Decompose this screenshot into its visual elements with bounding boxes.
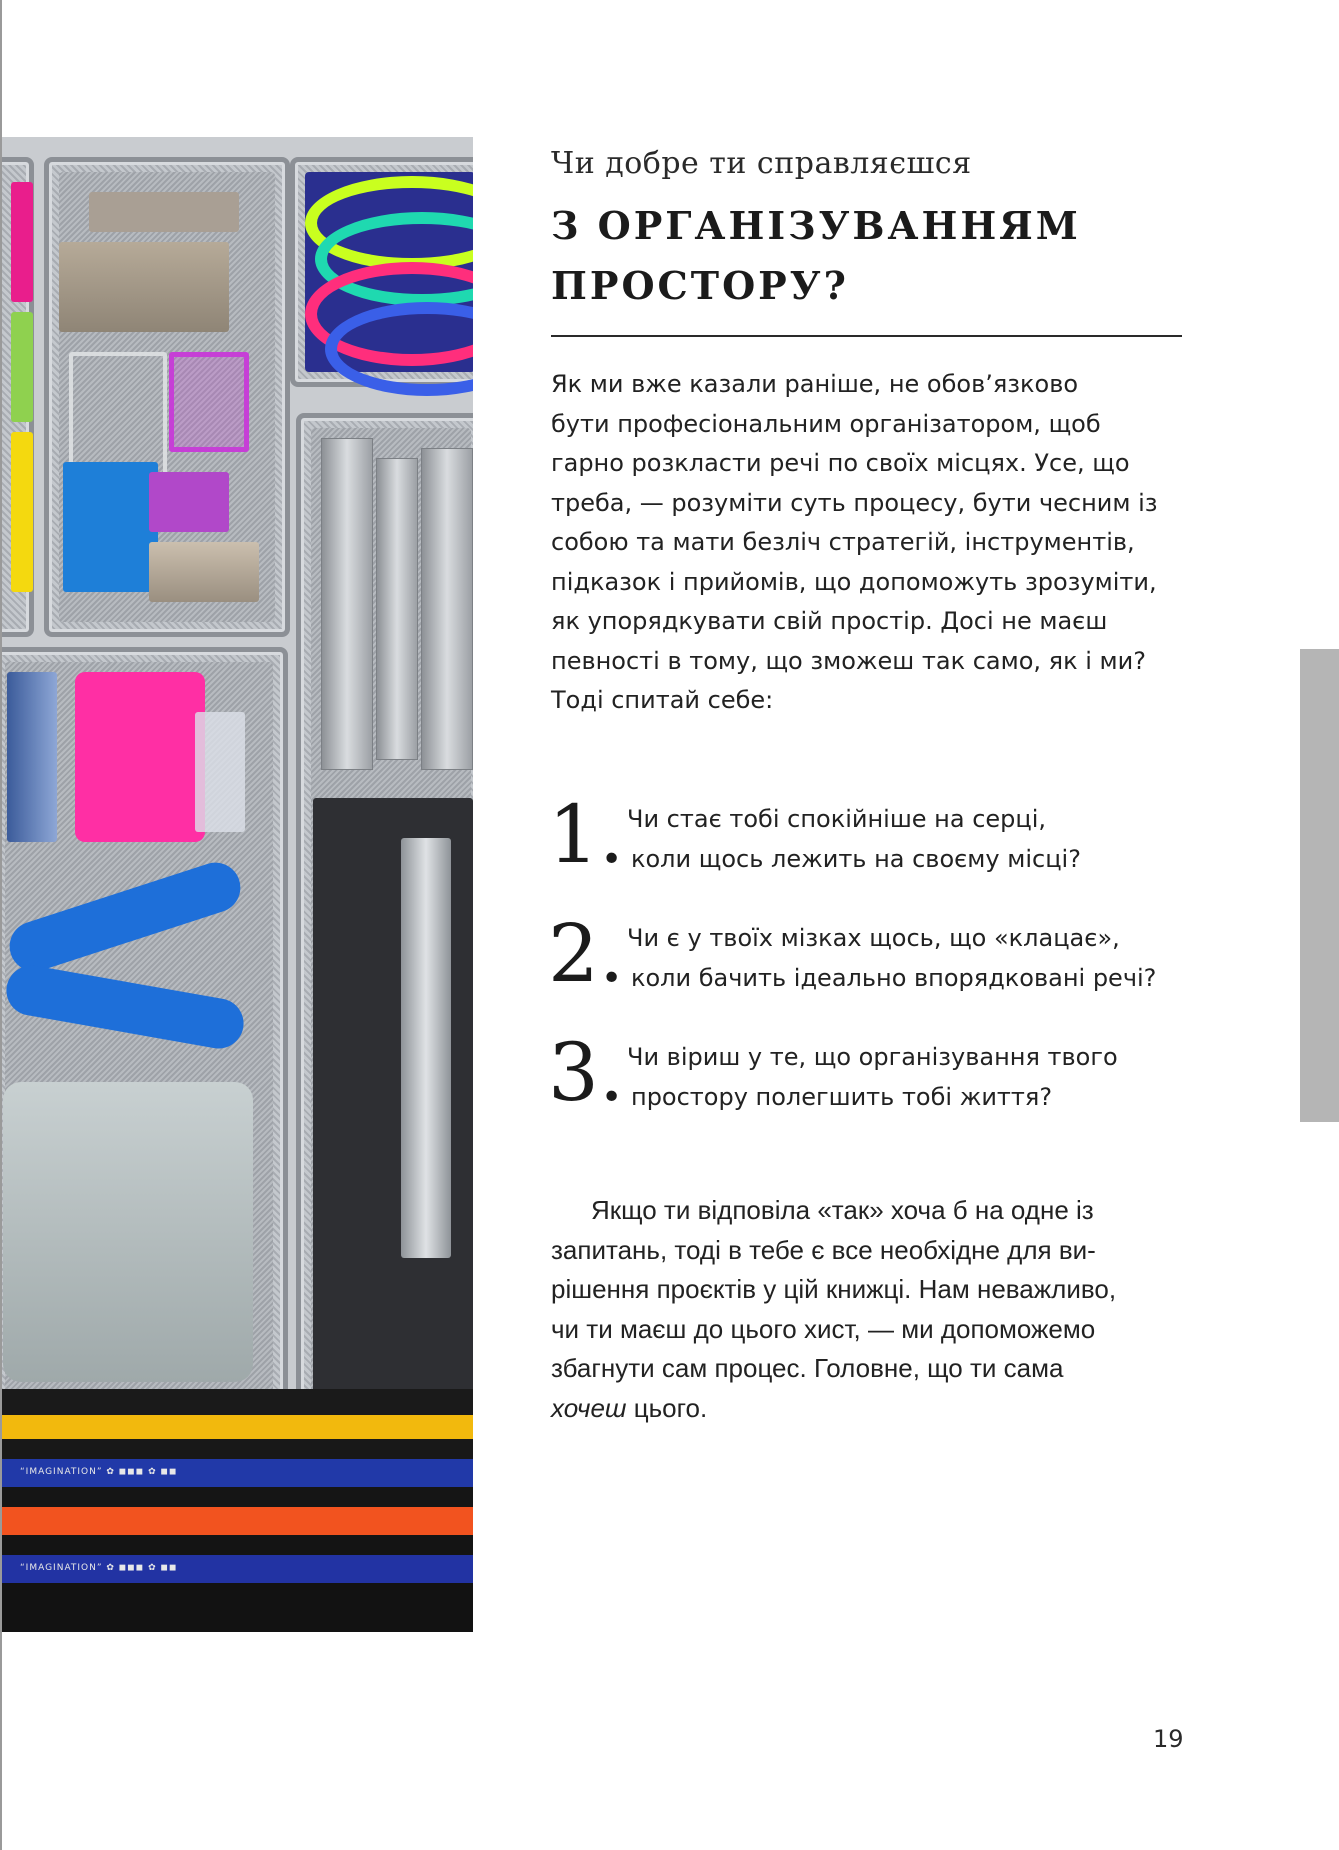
black-pencil <box>2 1535 473 1555</box>
page-number: 19 <box>1153 1725 1184 1753</box>
pencil-print: “IMAGINATION” ✿ ◼◼◼ ✿ ◼◼ <box>20 1563 178 1573</box>
question-line: коли бачить ідеально впорядковані речі? <box>631 964 1157 992</box>
tray-rubber-bands <box>290 157 473 387</box>
wire-clip <box>69 352 167 480</box>
stapler-metal <box>401 838 451 1258</box>
question-text <box>627 918 1156 998</box>
purple-clip <box>169 352 249 452</box>
closing-last-line <box>551 1389 1191 1429</box>
question-2 <box>548 907 1188 1004</box>
question-line: Чи стає тобі спокійніше на серці, <box>627 805 1047 833</box>
yellow-pencil <box>2 1415 473 1439</box>
blue-pencil <box>2 1459 473 1487</box>
intro-line: гарно розкласти речі по своїх місцях. Усе, що <box>551 449 1130 477</box>
question-number: 2. <box>548 907 625 1000</box>
staple-strip <box>321 438 373 770</box>
gold-clip <box>59 242 229 332</box>
staple-strip <box>376 458 418 760</box>
green-item <box>11 312 33 422</box>
tray-binder-clips <box>44 157 290 637</box>
closing-last-rest: цього. <box>626 1392 708 1423</box>
gold-clip <box>149 542 259 602</box>
question-text <box>627 1037 1118 1117</box>
closing-line: чи ти маєш до цього хист, — ми допоможемо <box>551 1313 1096 1344</box>
intro-line: певності в тому, що зможеш так само, як і ми? <box>551 646 1146 675</box>
closing-line: збагнути сам процес. Головне, що ти сама <box>551 1353 1064 1383</box>
tray-staples <box>296 413 473 1523</box>
title-line: ПРОСТОРУ? <box>551 263 849 308</box>
intro-line: собою та мати безліч стратегій, інструментів, <box>551 528 1135 556</box>
closing-line: запитань, тоді в тебе є все необхідне для ви- <box>551 1234 1096 1265</box>
question-1 <box>548 788 1188 885</box>
question-3 <box>548 1026 1188 1123</box>
black-pencil <box>2 1487 473 1507</box>
question-text <box>627 799 1081 879</box>
black-pencil <box>2 1439 473 1459</box>
intro-line: бути професіональним організатором, щоб <box>551 409 1101 438</box>
closing-line: Якщо ти відповіла «так» хоча б на одне із <box>591 1195 1094 1225</box>
blue-clip <box>63 462 158 592</box>
tape-dispenser <box>3 1082 253 1382</box>
black-pencil <box>2 1583 473 1632</box>
organizer-drawer-photo <box>2 137 473 1632</box>
intro-paragraph <box>551 365 1191 721</box>
pink-item <box>11 182 33 302</box>
pink-sharpener <box>75 672 205 842</box>
yellow-item <box>11 432 33 592</box>
page-title <box>551 196 1081 316</box>
black-pencil <box>2 1389 473 1415</box>
closing-line: рішення проєктів у цій книжці. Нам неважливо, <box>551 1274 1117 1304</box>
question-number: 3. <box>548 1026 625 1119</box>
blue-pencil <box>2 1555 473 1583</box>
stamp-item <box>7 672 57 842</box>
question-line: коли щось лежить на своєму місці? <box>631 845 1081 873</box>
question-number: 1. <box>548 788 625 881</box>
pencil-print: “IMAGINATION” ✿ ◼◼◼ ✿ ◼◼ <box>20 1467 178 1477</box>
intro-line: Тоді спитай себе: <box>551 686 774 714</box>
purple-clip <box>149 472 229 532</box>
intro-line: як упорядкувати свій простір. Досі не маєш <box>551 607 1108 635</box>
heading-kicker: Чи добре ти справляєшся <box>551 146 972 181</box>
title-line: З ОРГАНІЗУВАННЯМ <box>551 203 1081 248</box>
question-line: Чи віриш у те, що організування твого <box>627 1043 1118 1071</box>
gold-clip <box>89 192 239 232</box>
closing-paragraph <box>551 1191 1191 1428</box>
chapter-side-tab <box>1300 649 1339 1122</box>
orange-pencil <box>2 1507 473 1535</box>
intro-line: підказок і прийомів, що допоможуть зрозуміти, <box>551 567 1157 596</box>
title-divider <box>551 335 1182 337</box>
question-line: простору полегшить тобі життя? <box>631 1083 1053 1111</box>
tray-left <box>2 157 34 637</box>
staple-strip <box>421 448 473 770</box>
clear-box <box>195 712 245 832</box>
intro-line: треба, — розуміти суть процесу, бути чесним із <box>551 488 1158 517</box>
question-line: Чи є у твоїх мізках щось, що «клацає», <box>627 924 1120 952</box>
intro-line: Як ми вже казали раніше, не обов’язково <box>551 370 1079 398</box>
emphasis-word: хочеш <box>551 1392 627 1423</box>
